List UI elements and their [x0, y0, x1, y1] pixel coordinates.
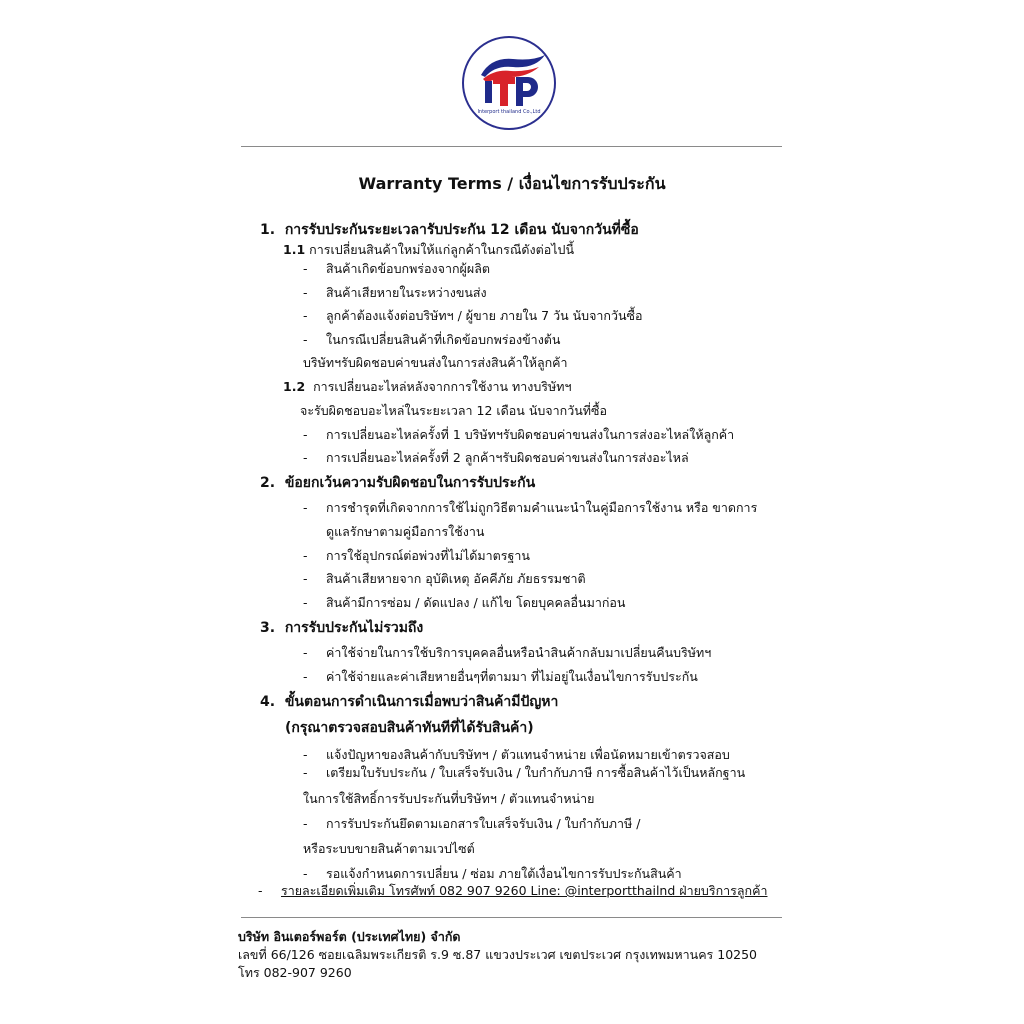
- list-item: - การเปลี่ยนอะไหล่ครั้งที่ 1 บริษัทฯรับผิดชอบค่าขนส่งในการส่งอะไหล่ให้ลูกค้า: [303, 427, 735, 442]
- list-item-continuation: ดูแลรักษาตามคู่มือการใช้งาน: [326, 524, 485, 539]
- section-1-1: 1.1 การเปลี่ยนสินค้าใหม่ให้แก่ลูกค้าในกรณีดังต่อไปนี้: [283, 242, 575, 257]
- section-1-2: 1.2 การเปลี่ยนอะไหล่หลังจากการใช้งาน ทางบริษัทฯ: [283, 379, 572, 394]
- section-1-heading: 1. การรับประกันระยะเวลารับประกัน 12 เดือน นับจากวันที่ซื้อ: [260, 222, 639, 238]
- list-item-continuation: ในการใช้สิทธิ์การรับประกันที่บริษัทฯ / ตัวแทนจำหน่าย: [303, 791, 595, 806]
- list-item: - เตรียมใบรับประกัน / ใบเสร็จรับเงิน / ใบกำกับภาษี การซื้อสินค้าไว้เป็นหลักฐาน: [303, 765, 746, 780]
- list-item: - สินค้ามีการซ่อม / ดัดแปลง / แก้ไข โดยบุคคลอื่นมาก่อน: [303, 595, 626, 610]
- section-1-2-text2: จะรับผิดชอบอะไหล่ในระยะเวลา 12 เดือน นับจากวันที่ซื้อ: [300, 403, 608, 418]
- page-title: Warranty Terms / เงื่อนไขการรับประกัน: [358, 174, 666, 193]
- list-item: - ลูกค้าต้องแจ้งต่อบริษัทฯ / ผู้ขาย ภายใน 7 วัน นับจากวันซื้อ: [303, 308, 643, 323]
- company-phone: โทร 082-907 9260: [238, 965, 352, 980]
- list-item: - การชำรุดที่เกิดจากการใช้ไม่ถูกวิธีตามคำแนะนำในคู่มือการใช้งาน หรือ ขาดการ: [303, 500, 758, 515]
- bottom-divider: [241, 917, 782, 918]
- contact-line: - รายละเอียดเพิ่มเติม โทรศัพท์ 082 907 9260 Line: @interportthailnd ฝ่ายบริการลูกค้า: [258, 883, 768, 898]
- list-item: - แจ้งปัญหาของสินค้ากับบริษัทฯ / ตัวแทนจำหน่าย เพื่อนัดหมายเข้าตรวจสอบ: [303, 747, 730, 762]
- section-3-heading: 3. การรับประกันไม่รวมถึง: [260, 620, 424, 636]
- logo-tagline: Interport thailand Co.,Ltd: [477, 109, 541, 115]
- company-logo: [461, 35, 557, 131]
- list-item: - สินค้าเสียหายในระหว่างขนส่ง: [303, 285, 487, 300]
- list-item: - การรับประกันยึดตามเอกสารใบเสร็จรับเงิน / ใบกำกับภาษี /: [303, 816, 641, 831]
- section-4-heading: 4. ขั้นตอนการดำเนินการเมื่อพบว่าสินค้ามีปัญหา: [260, 694, 559, 710]
- section-2-heading: 2. ข้อยกเว้นความรับผิดชอบในการรับประกัน: [260, 475, 536, 491]
- list-item: - การเปลี่ยนอะไหล่ครั้งที่ 2 ลูกค้าฯรับผิดชอบค่าขนส่งในการส่งอะไหล่: [303, 450, 689, 465]
- list-item: - การใช้อุปกรณ์ต่อพ่วงที่ไม่ได้มาตรฐาน: [303, 548, 530, 563]
- list-item: - สินค้าเกิดข้อบกพร่องจากผู้ผลิต: [303, 261, 490, 276]
- top-divider: [241, 146, 782, 147]
- company-address: เลขที่ 66/126 ซอยเฉลิมพระเกียรติ ร.9 ซ.87 แขวงประเวศ เขตประเวศ กรุงเทพมหานคร 10250: [238, 947, 758, 962]
- list-item: - ค่าใช้จ่ายในการใช้บริการบุคคลอื่นหรือนำสินค้ากลับมาเปลี่ยนคืนบริษัทฯ: [303, 645, 712, 660]
- list-item: - ในกรณีเปลี่ยนสินค้าที่เกิดข้อบกพร่องข้างต้น: [303, 332, 561, 347]
- section-4-subheading: (กรุณาตรวจสอบสินค้าทันทีที่ได้รับสินค้า): [285, 720, 534, 736]
- list-item: - สินค้าเสียหายจาก อุบัติเหตุ อัคคีภัย ภัยธรรมชาติ: [303, 571, 586, 586]
- company-name: บริษัท อินเตอร์พอร์ต (ประเทศไทย) จำกัด: [238, 929, 461, 944]
- list-item-continuation: หรือระบบขายสินค้าตามเวปไซต์: [303, 841, 475, 856]
- contact-link[interactable]: รายละเอียดเพิ่มเติม โทรศัพท์ 082 907 9260 Line: @interportthailnd ฝ่ายบริการลูกค้า: [281, 883, 768, 898]
- list-item: - ค่าใช้จ่ายและค่าเสียหายอื่นๆที่ตามมา ที่ไม่อยู่ในเงื่อนไขการรับประกัน: [303, 669, 698, 684]
- list-item: - รอแจ้งกำหนดการเปลี่ยน / ซ่อม ภายใต้เงื่อนไขการรับประกันสินค้า: [303, 866, 682, 881]
- section-1-1-note: บริษัทฯรับผิดชอบค่าขนส่งในการส่งสินค้าให้ลูกค้า: [303, 355, 568, 370]
